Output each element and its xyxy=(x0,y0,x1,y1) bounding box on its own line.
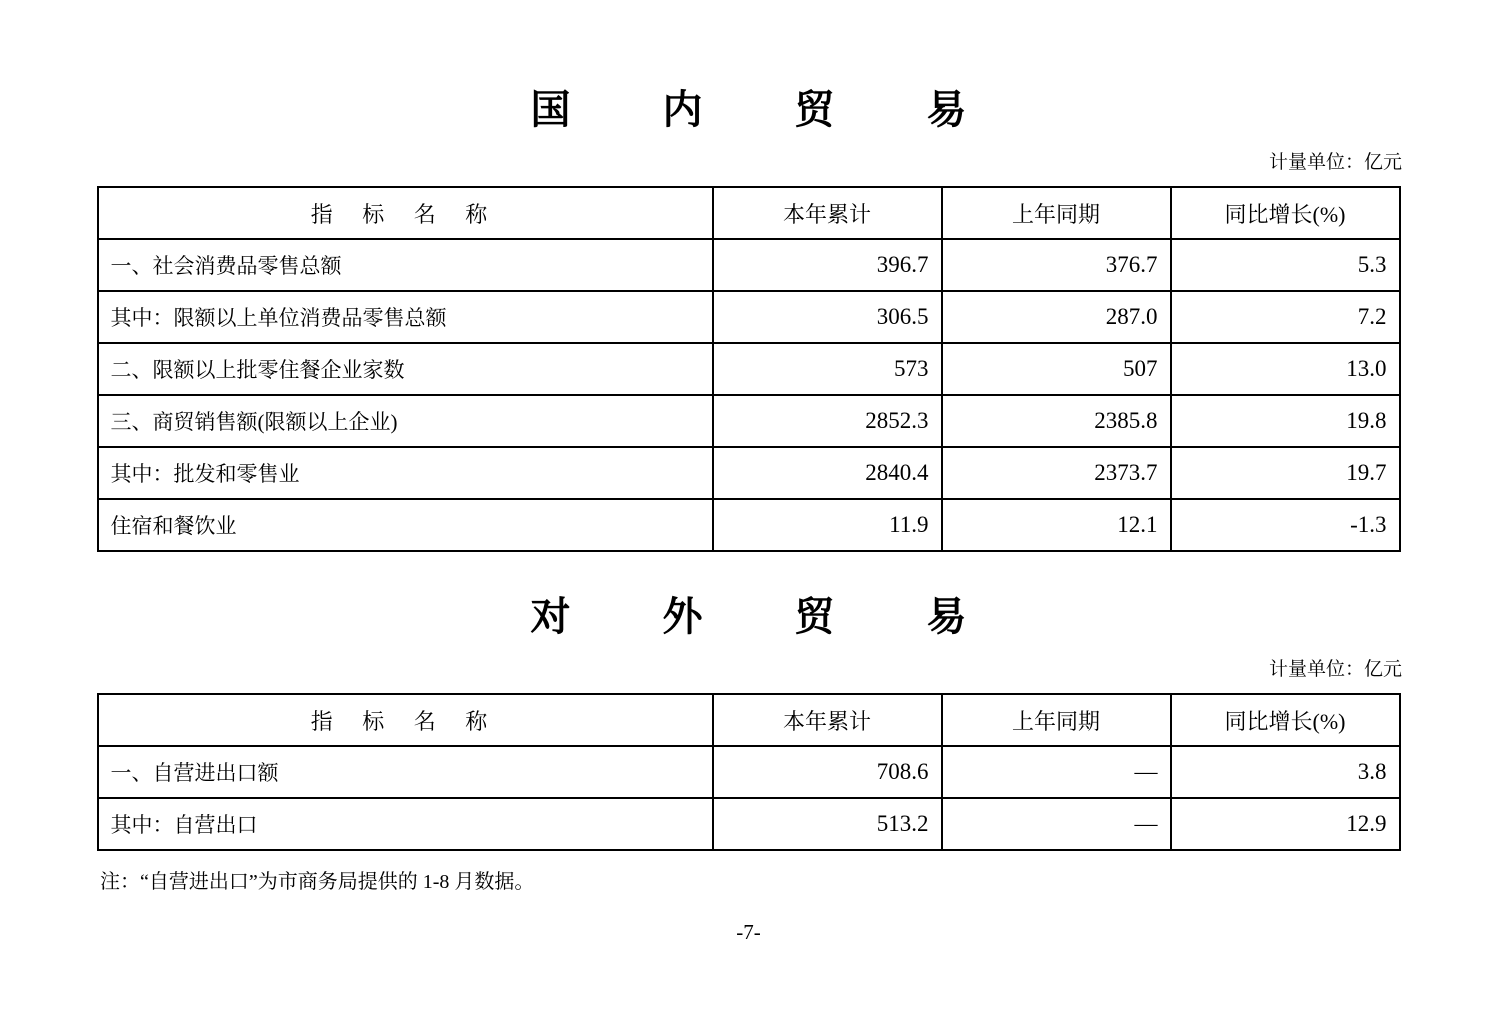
row-lastyear: 12.1 xyxy=(942,499,1171,551)
row-label: 其中：限额以上单位消费品零售总额 xyxy=(98,291,713,343)
row-growth: 12.9 xyxy=(1171,798,1400,850)
table-row xyxy=(98,239,1400,291)
row-lastyear: — xyxy=(942,798,1171,850)
col-header-growth: 同比增长(%) xyxy=(1171,694,1400,746)
row-growth: 19.7 xyxy=(1171,447,1400,499)
unit-label-foreign: 计量单位：亿元 xyxy=(1268,659,1402,680)
row-lastyear: 376.7 xyxy=(942,239,1171,291)
page-title-domestic: 国 内 贸 易 xyxy=(530,87,993,132)
col-header-current: 本年累计 xyxy=(713,694,942,746)
row-current: 513.2 xyxy=(713,798,942,850)
row-lastyear: 2385.8 xyxy=(942,395,1171,447)
page-number: -7- xyxy=(736,920,761,944)
row-current: 2840.4 xyxy=(713,447,942,499)
row-label: 住宿和餐饮业 xyxy=(98,499,713,551)
row-label: 其中：批发和零售业 xyxy=(98,447,713,499)
table-row xyxy=(98,447,1400,499)
row-label: 一、社会消费品零售总额 xyxy=(98,239,713,291)
col-header-indicator: 指 标 名 称 xyxy=(98,694,713,746)
row-lastyear: 287.0 xyxy=(942,291,1171,343)
table-header-row xyxy=(98,187,1400,239)
row-lastyear: — xyxy=(942,746,1171,798)
col-header-lastyear: 上年同期 xyxy=(942,694,1171,746)
table-row xyxy=(98,395,1400,447)
row-current: 573 xyxy=(713,343,942,395)
row-lastyear: 2373.7 xyxy=(942,447,1171,499)
row-label: 二、限额以上批零住餐企业家数 xyxy=(98,343,713,395)
row-current: 396.7 xyxy=(713,239,942,291)
table-header-row xyxy=(98,694,1400,746)
table-row xyxy=(98,291,1400,343)
row-label: 一、自营进出口额 xyxy=(98,746,713,798)
col-header-current: 本年累计 xyxy=(713,187,942,239)
row-current: 11.9 xyxy=(713,499,942,551)
row-current: 306.5 xyxy=(713,291,942,343)
row-growth: 13.0 xyxy=(1171,343,1400,395)
row-growth: 19.8 xyxy=(1171,395,1400,447)
table-row xyxy=(98,499,1400,551)
section-foreign-trade xyxy=(0,585,1497,894)
row-label: 其中：自营出口 xyxy=(98,798,713,850)
row-lastyear: 507 xyxy=(942,343,1171,395)
row-growth: -1.3 xyxy=(1171,499,1400,551)
col-header-indicator: 指 标 名 称 xyxy=(98,187,713,239)
table-domestic-trade xyxy=(97,186,1401,552)
row-growth: 3.8 xyxy=(1171,746,1400,798)
row-growth: 7.2 xyxy=(1171,291,1400,343)
table-row xyxy=(98,746,1400,798)
section-domestic-trade xyxy=(0,78,1497,552)
col-header-lastyear: 上年同期 xyxy=(942,187,1171,239)
page-title-foreign: 对 外 贸 易 xyxy=(530,594,993,639)
unit-label-domestic: 计量单位：亿元 xyxy=(1268,152,1402,173)
table-row xyxy=(98,798,1400,850)
table-row xyxy=(98,343,1400,395)
table-footnote: 注：“自营进出口”为市商务局提供的 1-8 月数据。 xyxy=(100,871,535,893)
row-current: 708.6 xyxy=(713,746,942,798)
row-label: 三、商贸销售额(限额以上企业) xyxy=(98,395,713,447)
table-foreign-trade xyxy=(97,693,1401,851)
row-growth: 5.3 xyxy=(1171,239,1400,291)
col-header-growth: 同比增长(%) xyxy=(1171,187,1400,239)
row-current: 2852.3 xyxy=(713,395,942,447)
